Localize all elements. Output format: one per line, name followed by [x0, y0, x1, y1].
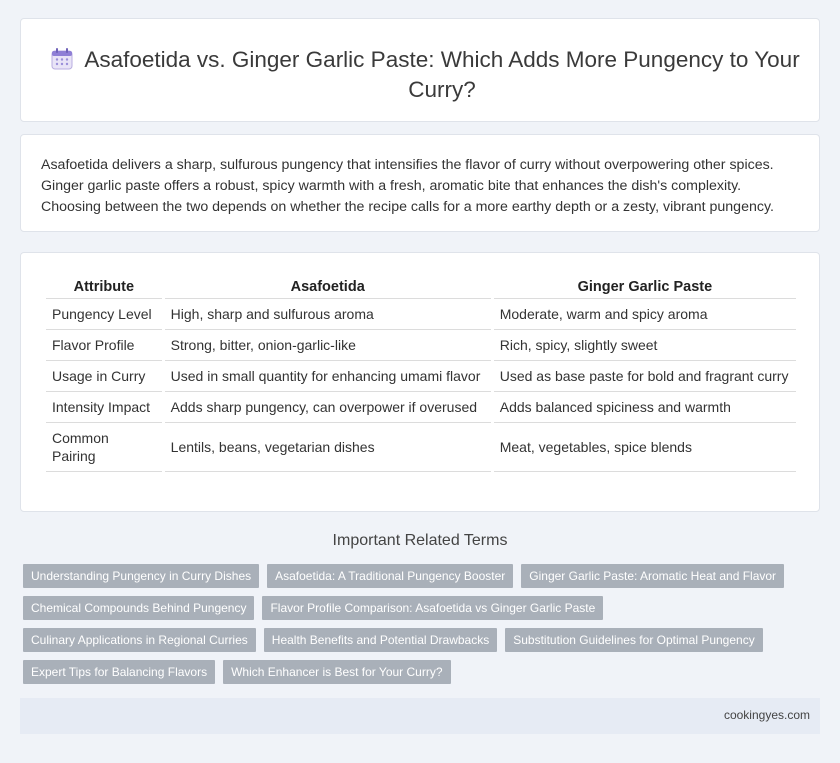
related-term-link[interactable]: Chemical Compounds Behind Pungency: [23, 596, 254, 620]
intro-card: [20, 134, 820, 232]
table-row: [46, 299, 796, 330]
table-cell: Adds balanced spiciness and warmth: [494, 392, 796, 423]
table-cell: Common Pairing: [46, 423, 162, 472]
related-term-link[interactable]: Health Benefits and Potential Drawbacks: [264, 628, 497, 652]
intro-paragraph: Asafoetida delivers a sharp, sulfurous pungency that intensifies the flavor of curry without overpowering other spices. Ginger garlic paste offers a robust, spicy warmth with a fresh, aromatic bite that enhances the dish's complexity. Choosing between the two depends on whether the recipe calls for a more earthy depth or a zesty, vibrant pungency.: [41, 157, 774, 215]
table-cell: Rich, spicy, slightly sweet: [494, 330, 796, 361]
table-cell: Pungency Level: [46, 299, 162, 330]
related-term-link[interactable]: Expert Tips for Balancing Flavors: [23, 660, 215, 684]
table-row: [46, 392, 796, 423]
related-term-link[interactable]: Ginger Garlic Paste: Aromatic Heat and Flavor: [521, 564, 784, 588]
related-term-link[interactable]: Flavor Profile Comparison: Asafoetida vs Ginger Garlic Paste: [262, 596, 603, 620]
related-term-link[interactable]: Asafoetida: A Traditional Pungency Booster: [267, 564, 513, 588]
table-cell: High, sharp and sulfurous aroma: [165, 299, 491, 330]
related-term-link[interactable]: Which Enhancer is Best for Your Curry?: [223, 660, 450, 684]
page-title: Asafoetida vs. Ginger Garlic Paste: Which Adds More Pungency to Your Curry?: [84, 47, 800, 102]
table-header-row: [46, 275, 796, 299]
related-term-link[interactable]: Understanding Pungency in Curry Dishes: [23, 564, 259, 588]
related-term-link[interactable]: Substitution Guidelines for Optimal Pungency: [505, 628, 762, 652]
table-cell: Lentils, beans, vegetarian dishes: [165, 423, 491, 472]
title-card: [20, 18, 820, 122]
related-term-link[interactable]: Culinary Applications in Regional Curries: [23, 628, 256, 652]
table-cell: Strong, bitter, onion-garlic-like: [165, 330, 491, 361]
table-cell: Adds sharp pungency, can overpower if overused: [165, 392, 491, 423]
table-row: [46, 330, 796, 361]
table-cell: Used as base paste for bold and fragrant curry: [494, 361, 796, 392]
header-ginger-garlic-paste: Ginger Garlic Paste: [494, 275, 796, 299]
related-terms-heading: Important Related Terms: [332, 532, 508, 549]
header-asafoetida: Asafoetida: [165, 275, 491, 299]
table-cell: Used in small quantity for enhancing umami flavor: [165, 361, 491, 392]
comparison-card: [20, 252, 820, 512]
header-attribute: Attribute: [46, 275, 162, 299]
comparison-table: [43, 275, 799, 472]
table-cell: Intensity Impact: [46, 392, 162, 423]
related-terms-list: [23, 564, 813, 684]
footer-site-name[interactable]: cookingyes.com: [723, 708, 810, 722]
table-cell: Meat, vegetables, spice blends: [494, 423, 796, 472]
table-row: [46, 423, 796, 472]
footer: [20, 698, 820, 734]
table-row: [46, 361, 796, 392]
table-cell: Flavor Profile: [46, 330, 162, 361]
table-cell: Moderate, warm and spicy aroma: [494, 299, 796, 330]
table-cell: Usage in Curry: [46, 361, 162, 392]
